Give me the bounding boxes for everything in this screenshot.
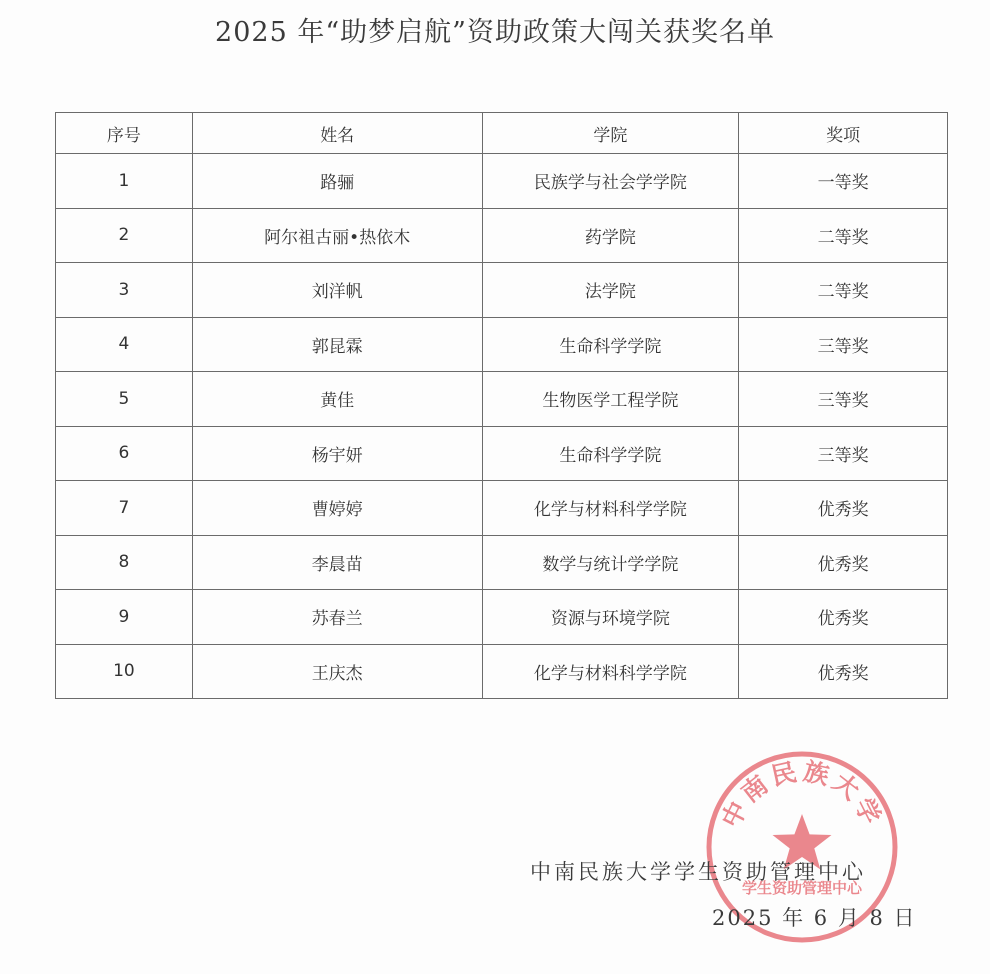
cell-school: 法学院 bbox=[482, 263, 739, 318]
cell-name: 郭昆霖 bbox=[192, 317, 482, 372]
table-row bbox=[56, 317, 948, 372]
cell-name: 王庆杰 bbox=[192, 644, 482, 699]
cell-award: 一等奖 bbox=[739, 154, 948, 209]
table-row bbox=[56, 426, 948, 481]
table-row bbox=[56, 535, 948, 590]
table-row bbox=[56, 590, 948, 645]
cell-no: 5 bbox=[56, 372, 193, 427]
cell-award: 三等奖 bbox=[739, 372, 948, 427]
cell-school: 化学与材料科学学院 bbox=[482, 481, 739, 536]
header-school: 学院 bbox=[482, 113, 739, 154]
cell-school: 生命科学学院 bbox=[482, 317, 739, 372]
cell-no: 10 bbox=[56, 644, 193, 699]
cell-no: 8 bbox=[56, 535, 193, 590]
table-row bbox=[56, 481, 948, 536]
header-award: 奖项 bbox=[739, 113, 948, 154]
cell-award: 三等奖 bbox=[739, 426, 948, 481]
table-row bbox=[56, 644, 948, 699]
cell-school: 生物医学工程学院 bbox=[482, 372, 739, 427]
table-row bbox=[56, 372, 948, 427]
cell-award: 优秀奖 bbox=[739, 644, 948, 699]
cell-no: 4 bbox=[56, 317, 193, 372]
cell-school: 民族学与社会学学院 bbox=[482, 154, 739, 209]
cell-school: 数学与统计学学院 bbox=[482, 535, 739, 590]
cell-school: 资源与环境学院 bbox=[482, 590, 739, 645]
cell-award: 优秀奖 bbox=[739, 590, 948, 645]
table-row bbox=[56, 263, 948, 318]
cell-award: 优秀奖 bbox=[739, 535, 948, 590]
cell-no: 3 bbox=[56, 263, 193, 318]
cell-school: 化学与材料科学学院 bbox=[482, 644, 739, 699]
table-row bbox=[56, 208, 948, 263]
issuing-organization: 中南民族大学学生资助管理中心 bbox=[530, 860, 866, 884]
cell-name: 刘洋帆 bbox=[192, 263, 482, 318]
cell-name: 黄佳 bbox=[192, 372, 482, 427]
cell-name: 苏春兰 bbox=[192, 590, 482, 645]
cell-award: 二等奖 bbox=[739, 263, 948, 318]
issue-date: 2025 年 6 月 8 日 bbox=[712, 906, 917, 930]
stamp-inner-text: 学生资助管理中心 bbox=[741, 879, 863, 897]
cell-name: 李晨苗 bbox=[192, 535, 482, 590]
award-table bbox=[55, 112, 948, 699]
cell-no: 1 bbox=[56, 154, 193, 209]
cell-no: 7 bbox=[56, 481, 193, 536]
cell-no: 6 bbox=[56, 426, 193, 481]
cell-name: 路骊 bbox=[192, 154, 482, 209]
cell-award: 三等奖 bbox=[739, 317, 948, 372]
cell-school: 药学院 bbox=[482, 208, 739, 263]
document-title: 2025 年“助梦启航”资助政策大闯关获奖名单 bbox=[215, 17, 775, 48]
cell-no: 9 bbox=[56, 590, 193, 645]
cell-name: 曹婷婷 bbox=[192, 481, 482, 536]
cell-no: 2 bbox=[56, 208, 193, 263]
cell-award: 二等奖 bbox=[739, 208, 948, 263]
header-no: 序号 bbox=[56, 113, 193, 154]
table-header-row bbox=[56, 113, 948, 154]
table-row bbox=[56, 154, 948, 209]
header-name: 姓名 bbox=[192, 113, 482, 154]
cell-name: 杨宇妍 bbox=[192, 426, 482, 481]
cell-name: 阿尔祖古丽•热依木 bbox=[192, 208, 482, 263]
stamp-outer-text: 中南民族大学 bbox=[716, 756, 888, 833]
cell-school: 生命科学学院 bbox=[482, 426, 739, 481]
cell-award: 优秀奖 bbox=[739, 481, 948, 536]
